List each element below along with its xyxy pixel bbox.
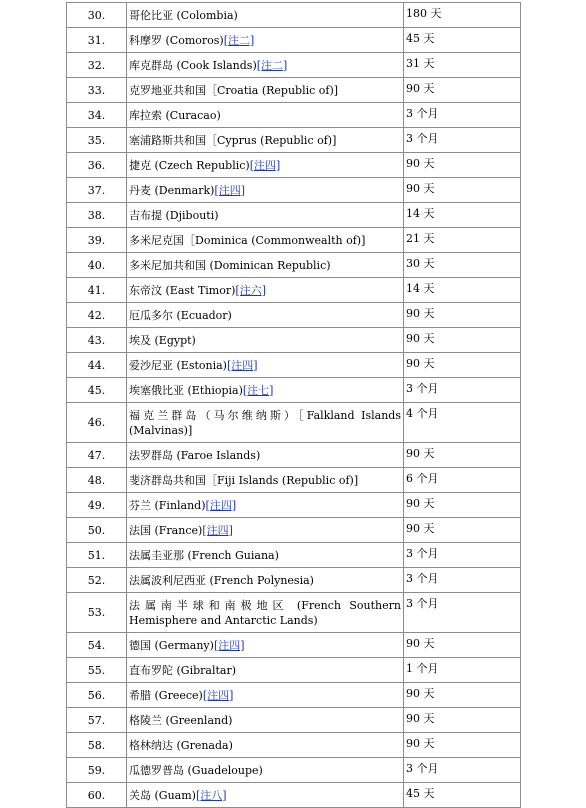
country-cell (127, 683, 404, 708)
stay-duration: 3 个月 (404, 568, 521, 593)
table-row (67, 493, 521, 518)
country-name: 德国 (Germany) (129, 638, 214, 652)
stay-duration: 31 天 (404, 53, 521, 78)
row-number: 42. (67, 303, 127, 328)
footnote-link[interactable]: [注四] (213, 638, 245, 652)
country-name: 法属波利尼西亚 (French Polynesia) (129, 573, 314, 587)
row-number: 55. (67, 658, 127, 683)
footnote-link[interactable]: [注七] (242, 383, 274, 397)
row-number: 54. (67, 633, 127, 658)
row-number: 38. (67, 203, 127, 228)
row-number: 49. (67, 493, 127, 518)
country-cell (127, 78, 404, 103)
table-row (67, 328, 521, 353)
table-row (67, 78, 521, 103)
footnote-link[interactable]: [注二] (223, 33, 255, 47)
stay-duration: 90 天 (404, 443, 521, 468)
row-number: 30. (67, 3, 127, 28)
country-cell (127, 253, 404, 278)
table-row (67, 758, 521, 783)
stay-duration: 14 天 (404, 278, 521, 303)
row-number: 32. (67, 53, 127, 78)
table-row (67, 278, 521, 303)
country-name: 爱沙尼亚 (Estonia) (129, 358, 227, 372)
stay-duration: 180 天 (404, 3, 521, 28)
table-row (67, 303, 521, 328)
stay-duration: 45 天 (404, 783, 521, 808)
country-name: 克罗地亚共和国［Croatia (Republic of)] (129, 83, 339, 97)
row-number: 51. (67, 543, 127, 568)
country-cell (127, 378, 404, 403)
stay-duration: 6 个月 (404, 468, 521, 493)
row-number: 39. (67, 228, 127, 253)
stay-duration: 4 个月 (404, 403, 521, 443)
country-name: 多米尼克国［Dominica (Commonwealth of)] (129, 233, 366, 247)
row-number: 59. (67, 758, 127, 783)
stay-duration: 90 天 (404, 78, 521, 103)
table-row (67, 733, 521, 758)
table-row (67, 518, 521, 543)
country-name: 法罗群岛 (Faroe Islands) (129, 448, 261, 462)
country-name: 塞浦路斯共和国［Cyprus (Republic of)] (129, 133, 337, 147)
row-number: 46. (67, 403, 127, 443)
stay-duration: 30 天 (404, 253, 521, 278)
table-row (67, 593, 521, 633)
country-name: 福克兰群岛（马尔维纳斯）［Falkland Islands (Malvinas)] (129, 408, 401, 437)
stay-duration: 1 个月 (404, 658, 521, 683)
stay-duration: 21 天 (404, 228, 521, 253)
country-cell (127, 328, 404, 353)
country-cell (127, 403, 404, 443)
country-name: 哥伦比亚 (Colombia) (129, 8, 238, 22)
table-row (67, 53, 521, 78)
footnote-link[interactable]: [注二] (256, 58, 288, 72)
table-row (67, 203, 521, 228)
row-number: 37. (67, 178, 127, 203)
stay-duration: 90 天 (404, 493, 521, 518)
footnote-link[interactable]: [注四] (214, 183, 245, 197)
table-row (67, 378, 521, 403)
row-number: 34. (67, 103, 127, 128)
country-cell (127, 733, 404, 758)
stay-duration: 3 个月 (404, 593, 521, 633)
country-name: 科摩罗 (Comoros) (129, 33, 224, 47)
country-cell (127, 28, 404, 53)
country-cell (127, 708, 404, 733)
row-number: 50. (67, 518, 127, 543)
country-name: 库拉索 (Curacao) (129, 108, 221, 122)
table-row (67, 228, 521, 253)
country-name: 埃塞俄比亚 (Ethiopia) (129, 383, 243, 397)
country-name: 吉布提 (Djibouti) (129, 208, 219, 222)
country-cell (127, 633, 404, 658)
stay-duration: 90 天 (404, 633, 521, 658)
country-cell (127, 758, 404, 783)
stay-duration: 3 个月 (404, 758, 521, 783)
country-cell (127, 3, 404, 28)
country-name: 多米尼加共和国 (Dominican Republic) (129, 258, 331, 272)
table-body (67, 3, 521, 808)
table-row (67, 783, 521, 808)
stay-duration: 3 个月 (404, 128, 521, 153)
country-cell (127, 518, 404, 543)
row-number: 47. (67, 443, 127, 468)
stay-duration: 90 天 (404, 518, 521, 543)
row-number: 31. (67, 28, 127, 53)
table-row (67, 128, 521, 153)
stay-duration: 90 天 (404, 153, 521, 178)
country-name: 丹麦 (Denmark) (129, 183, 215, 197)
stay-duration: 90 天 (404, 683, 521, 708)
footnote-link[interactable]: [注六] (235, 283, 266, 297)
country-cell (127, 303, 404, 328)
row-number: 40. (67, 253, 127, 278)
row-number: 56. (67, 683, 127, 708)
country-cell (127, 493, 404, 518)
country-name: 关岛 (Guam) (129, 788, 196, 802)
stay-duration: 90 天 (404, 733, 521, 758)
country-name: 斐济群岛共和国［Fiji Islands (Republic of)] (129, 473, 359, 487)
country-cell (127, 178, 404, 203)
stay-duration: 90 天 (404, 328, 521, 353)
table-row (67, 708, 521, 733)
row-number: 60. (67, 783, 127, 808)
country-name: 法属南半球和南极地区 (French Southern Hemisphere and Antarctic Lands) (129, 598, 401, 627)
stay-duration: 3 个月 (404, 103, 521, 128)
country-cell (127, 443, 404, 468)
country-cell (127, 128, 404, 153)
footnote-link[interactable]: [注四] (202, 688, 234, 702)
country-name: 瓜德罗普岛 (Guadeloupe) (129, 763, 263, 777)
row-number: 43. (67, 328, 127, 353)
country-cell (127, 658, 404, 683)
country-name: 厄瓜多尔 (Ecuador) (129, 308, 232, 322)
table-row (67, 443, 521, 468)
country-cell (127, 278, 404, 303)
row-number: 48. (67, 468, 127, 493)
country-name: 东帝汶 (East Timor) (129, 283, 236, 297)
table-row (67, 253, 521, 278)
table-row (67, 633, 521, 658)
stay-duration: 90 天 (404, 708, 521, 733)
country-cell (127, 783, 404, 808)
row-number: 58. (67, 733, 127, 758)
country-name: 格陵兰 (Greenland) (129, 713, 233, 727)
country-cell (127, 353, 404, 378)
table-row (67, 683, 521, 708)
table-row (67, 543, 521, 568)
stay-duration: 90 天 (404, 303, 521, 328)
row-number: 41. (67, 278, 127, 303)
stay-duration: 3 个月 (404, 543, 521, 568)
row-number: 57. (67, 708, 127, 733)
country-name: 法属圭亚那 (French Guiana) (129, 548, 279, 562)
country-cell (127, 593, 404, 633)
stay-duration: 3 个月 (404, 378, 521, 403)
country-cell (127, 543, 404, 568)
row-number: 52. (67, 568, 127, 593)
footnote-link[interactable]: [注八] (195, 788, 227, 802)
country-name: 法国 (France) (129, 523, 203, 537)
table-row (67, 468, 521, 493)
row-number: 44. (67, 353, 127, 378)
row-number: 33. (67, 78, 127, 103)
country-cell (127, 103, 404, 128)
visa-free-country-table (66, 2, 521, 808)
table-row (67, 403, 521, 443)
country-cell (127, 228, 404, 253)
stay-duration: 90 天 (404, 353, 521, 378)
country-cell (127, 53, 404, 78)
stay-duration: 90 天 (404, 178, 521, 203)
country-name: 捷克 (Czech Republic) (129, 158, 250, 172)
row-number: 35. (67, 128, 127, 153)
country-cell (127, 153, 404, 178)
table-row (67, 3, 521, 28)
table-row (67, 28, 521, 53)
country-name: 格林纳达 (Grenada) (129, 738, 233, 752)
table-row (67, 153, 521, 178)
country-name: 库克群岛 (Cook Islands) (129, 58, 257, 72)
row-number: 53. (67, 593, 127, 633)
table-row (67, 103, 521, 128)
country-name: 直布罗陀 (Gibraltar) (129, 663, 236, 677)
table-row (67, 178, 521, 203)
table-row (67, 568, 521, 593)
table-row (67, 658, 521, 683)
footnote-link[interactable]: [注四] (226, 358, 258, 372)
row-number: 36. (67, 153, 127, 178)
country-name: 芬兰 (Finland) (129, 498, 206, 512)
country-name: 埃及 (Egypt) (129, 333, 196, 347)
country-cell (127, 468, 404, 493)
footnote-link[interactable]: [注四] (249, 158, 281, 172)
country-cell (127, 568, 404, 593)
country-cell (127, 203, 404, 228)
footnote-link[interactable]: [注四] (202, 523, 233, 537)
table-row (67, 353, 521, 378)
row-number: 45. (67, 378, 127, 403)
country-name: 希腊 (Greece) (129, 688, 203, 702)
footnote-link[interactable]: [注四] (205, 498, 237, 512)
stay-duration: 45 天 (404, 28, 521, 53)
stay-duration: 14 天 (404, 203, 521, 228)
